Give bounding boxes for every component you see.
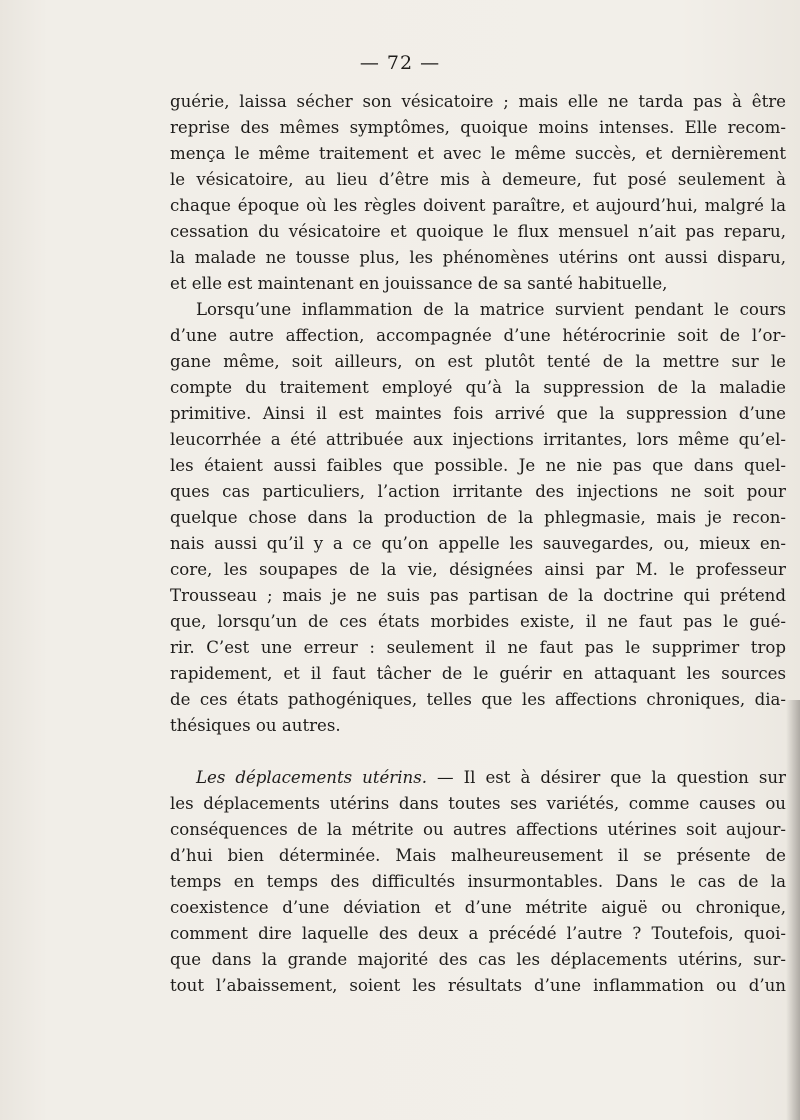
text-line: Lorsqu’une inflammation de la matrice survient pendant le cours [196, 300, 786, 319]
text-fragment: — Il est à désirer que la question sur [427, 768, 786, 787]
text-line: d’hui bien déterminée. Mais malheureusement il se présente de [170, 846, 786, 865]
text-line: core, les soupapes de la vie, désignées ainsi par M. le professeur [170, 560, 786, 579]
text-line: gane même, soit ailleurs, on est plutôt tenté de la mettre sur le [170, 352, 786, 371]
text-line: rapidement, et il faut tâcher de le guérir en attaquant les sources [170, 664, 786, 683]
page-number: — 72 — [359, 52, 441, 74]
text-line: temps en temps des difficultés insurmontables. Dans le cas de la [170, 872, 786, 891]
text-line: que dans la grande majorité des cas les déplacements utérins, sur- [170, 950, 786, 969]
text-line: chaque époque où les règles doivent paraître, et aujourd’hui, malgré la [170, 196, 786, 215]
text-line: comment dire laquelle des deux a précédé l’autre ? Toutefois, quoi- [170, 924, 786, 943]
text-line: reprise des mêmes symptômes, quoique moins intenses. Elle recom- [170, 118, 786, 137]
text-line: quelque chose dans la production de la phlegmasie, mais je recon- [170, 508, 786, 527]
text-line: le vésicatoire, au lieu d’être mis à demeure, fut posé seulement à [170, 170, 786, 189]
page-edge-shadow [786, 700, 800, 1120]
text-line: les étaient aussi faibles que possible. Je ne nie pas que dans quel- [170, 456, 786, 475]
section-heading: Les déplacements utérins. [196, 768, 428, 787]
text-line: primitive. Ainsi il est maintes fois arrivé que la suppression d’une [170, 404, 786, 423]
text-line: guérie, laissa sécher son vésicatoire ; mais elle ne tarda pas à être [170, 92, 786, 111]
text-line: les déplacements utérins dans toutes ses variétés, comme causes ou [170, 794, 786, 813]
text-line: conséquences de la métrite ou autres affections utérines soit aujour- [170, 820, 786, 839]
text-line: la malade ne tousse plus, les phénomènes utérins ont aussi disparu, [170, 248, 786, 267]
text-line: mença le même traitement et avec le même succès, et dernièrement [170, 144, 786, 163]
text-line: thésiques ou autres. [170, 716, 341, 735]
text-line: compte du traitement employé qu’à la suppression de la maladie [170, 378, 786, 397]
text-line: leucorrhée a été attribuée aux injections irritantes, lors même qu’el- [170, 430, 786, 449]
body-text [170, 89, 786, 999]
text-line: nais aussi qu’il y a ce qu’on appelle les sauvegardes, ou, mieux en- [170, 534, 786, 553]
text-line: et elle est maintenant en jouissance de sa santé habituelle, [170, 274, 668, 293]
text-line: ques cas particuliers, l’action irritante des injections ne soit pour [170, 482, 786, 501]
paragraph-gap [170, 739, 786, 765]
text-line [170, 765, 786, 791]
text-line: de ces états pathogéniques, telles que les affections chroniques, dia- [170, 690, 786, 709]
text-line: Trousseau ; mais je ne suis pas partisan de la doctrine qui prétend [170, 586, 786, 605]
text-line: cessation du vésicatoire et quoique le flux mensuel n’ait pas reparu, [170, 222, 786, 241]
text-line: coexistence d’une déviation et d’une métrite aiguë ou chronique, [170, 898, 786, 917]
text-line: tout l’abaissement, soient les résultats d’une inflammation ou d’un [170, 976, 786, 995]
text-line: que, lorsqu’un de ces états morbides existe, il ne faut pas le gué- [170, 612, 786, 631]
text-line: rir. C’est une erreur : seulement il ne faut pas le supprimer trop [170, 638, 786, 657]
text-line: d’une autre affection, accompagnée d’une hétérocrinie soit de l’or- [170, 326, 786, 345]
